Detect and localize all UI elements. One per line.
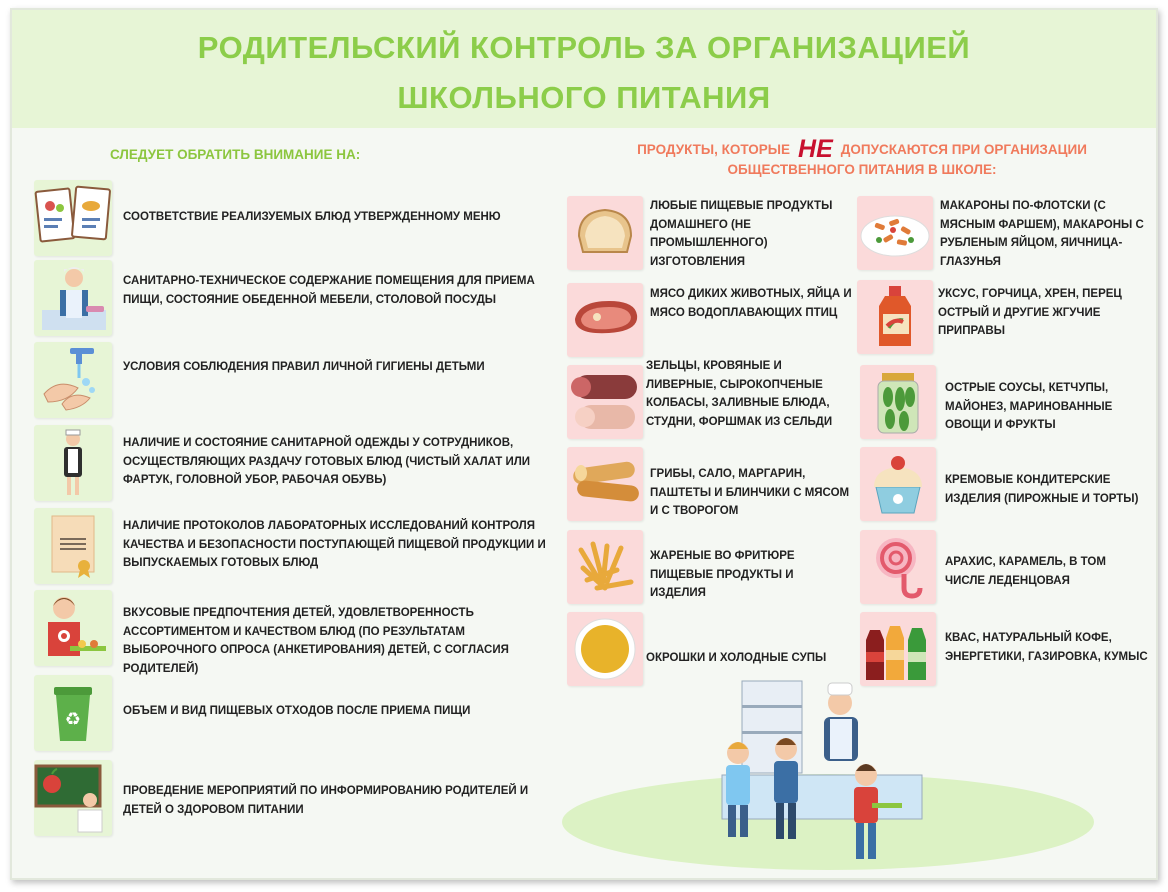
left-item-7: ОБЪЕМ И ВИД ПИЩЕВЫХ ОТХОДОВ ПОСЛЕ ПРИЕМА ПИЩИ: [123, 705, 471, 717]
pasta-plate-icon: [857, 196, 933, 270]
right-column-heading: [572, 136, 1152, 180]
cleaning-worker-icon: [34, 260, 112, 336]
sandwich-icon: [567, 196, 643, 270]
right-col2-item-6: КВАС, НАТУРАЛЬНЫЙ КОФЕ, ЭНЕРГЕТИКИ, ГАЗИРОВКА, КУМЫС: [945, 632, 1148, 663]
right-col2-item-4: КРЕМОВЫЕ КОНДИТЕРСКИЕ ИЗДЕЛИЯ (ПИРОЖНЫЕ И ТОРТЫ): [945, 474, 1139, 505]
left-item-3: УСЛОВИЯ СОБЛЮДЕНИЯ ПРАВИЛ ЛИЧНОЙ ГИГИЕНЫ ДЕТЬМИ: [123, 361, 485, 373]
svg-text:♻: ♻: [64, 709, 82, 730]
cupcake-icon: [860, 447, 936, 521]
sausage-icon: [567, 365, 643, 439]
left-item-6: ВКУСОВЫЕ ПРЕДПОЧТЕНИЯ ДЕТЕЙ, УДОВЛЕТВОРЕННОСТЬ АССОРТИМЕНТОМ И КАЧЕСТВОМ БЛЮД (ПО РЕЗУЛЬТАТАМ ВЫБОРОЧНОГО ОПРОСА (АНКЕТИРОВАНИЯ) ДЕТЕЙ, С СОГЛАСИЯ РОДИТЕЛЕЙ): [123, 607, 509, 675]
left-item-2: САНИТАРНО-ТЕХНИЧЕСКОЕ СОДЕРЖАНИЕ ПОМЕЩЕНИЯ ДЛЯ ПРИЕМА ПИЩИ, СОСТОЯНИЕ ОБЕДЕННОЙ МЕБЕЛИ, СТОЛОВОЙ ПОСУДЫ: [123, 275, 535, 306]
title-line-2: ШКОЛЬНОГО ПИТАНИЯ: [397, 80, 771, 115]
left-item-5: НАЛИЧИЕ ПРОТОКОЛОВ ЛАБОРАТОРНЫХ ИССЛЕДОВАНИЙ КОНТРОЛЯ КАЧЕСТВА И БЕЗОПАСНОСТИ ПОСТУПАЮЩЕЙ ПИЩЕВОЙ ПРОДУКЦИИ И ВЫПУСКАЕМЫХ ГОТОВЫХ БЛЮД: [123, 520, 546, 569]
soup-bowl-icon: [567, 612, 643, 686]
lollipop-icon: [860, 530, 936, 604]
heading-after: ДОПУСКАЮТСЯ ПРИ ОРГАНИЗАЦИИ: [840, 142, 1087, 157]
steak-icon: [567, 283, 643, 357]
right-col2-item-5: АРАХИС, КАРАМЕЛЬ, В ТОМ ЧИСЛЕ ЛЕДЕНЦОВАЯ: [945, 556, 1106, 587]
menu-board-icon: [34, 180, 112, 256]
recycle-bin-icon: [34, 675, 112, 751]
child-with-tray-icon: [34, 590, 112, 666]
hot-sauce-bottle-icon: [857, 280, 933, 354]
right-col1-item-4: ГРИБЫ, САЛО, МАРГАРИН, ПАШТЕТЫ И БЛИНЧИКИ С МЯСОМ И С ТВОРОГОМ: [650, 468, 850, 517]
right-col2-item-2: УКСУС, ГОРЧИЦА, ХРЕН, ПЕРЕЦ ОСТРЫЙ И ДРУГИЕ ЖГУЧИЕ ПРИПРАВЫ: [938, 288, 1122, 337]
title-line-1: РОДИТЕЛЬСКИЙ КОНТРОЛЬ ЗА ОРГАНИЗАЦИЕЙ: [197, 30, 971, 65]
french-fries-icon: [567, 530, 643, 604]
teacher-blackboard-icon: [34, 760, 112, 836]
cafeteria-scene-illustration: [702, 675, 932, 871]
heading-line-2: ОБЩЕСТВЕННОГО ПИТАНИЯ В ШКОЛЕ:: [727, 162, 997, 177]
right-col2-item-3: ОСТРЫЕ СОУСЫ, КЕТЧУПЫ, МАЙОНЕЗ, МАРИНОВАННЫЕ ОВОЩИ И ФРУКТЫ: [945, 382, 1113, 431]
poster: [10, 8, 1158, 880]
right-col1-item-6: ОКРОШКИ И ХОЛОДНЫЕ СУПЫ: [646, 652, 827, 664]
right-col1-item-1: ЛЮБЫЕ ПИЩЕВЫЕ ПРОДУКТЫ ДОМАШНЕГО (НЕ ПРОМЫШЛЕННОГО) ИЗГОТОВЛЕНИЯ: [650, 200, 833, 268]
hand-washing-icon: [34, 342, 112, 418]
left-item-1: СООТВЕТСТВИЕ РЕАЛИЗУЕМЫХ БЛЮД УТВЕРЖДЕННОМУ МЕНЮ: [123, 211, 501, 223]
right-col1-item-3: ЗЕЛЬЦЫ, КРОВЯНЫЕ И ЛИВЕРНЫЕ, СЫРОКОПЧЕНЫЕ КОЛБАСЫ, ЗАЛИВНЫЕ БЛЮДА, СТУДНИ, ФОРШМАК ИЗ СЕЛЬДИ: [646, 360, 833, 428]
certificate-icon: [34, 508, 112, 584]
right-col2-item-1: МАКАРОНЫ ПО-ФЛОТСКИ (С МЯСНЫМ ФАРШЕМ), МАКАРОНЫ С РУБЛЕНЫМ ЯЙЦОМ, ЯИЧНИЦА-ГЛАЗУНЬЯ: [940, 200, 1144, 268]
left-column-heading: СЛЕДУЕТ ОБРАТИТЬ ВНИМАНИЕ НА:: [110, 147, 361, 162]
pancake-rolls-icon: [567, 447, 643, 521]
uniform-worker-icon: [34, 425, 112, 501]
pickle-jar-icon: [860, 365, 936, 439]
right-col1-item-5: ЖАРЕНЫЕ ВО ФРИТЮРЕ ПИЩЕВЫЕ ПРОДУКТЫ И ИЗДЕЛИЯ: [650, 550, 795, 599]
right-col1-item-2: МЯСО ДИКИХ ЖИВОТНЫХ, ЯЙЦА И МЯСО ВОДОПЛАВАЮЩИХ ПТИЦ: [650, 288, 852, 319]
left-item-8: ПРОВЕДЕНИЕ МЕРОПРИЯТИЙ ПО ИНФОРМИРОВАНИЮ РОДИТЕЛЕЙ И ДЕТЕЙ О ЗДОРОВОМ ПИТАНИИ: [123, 785, 529, 816]
left-item-4: НАЛИЧИЕ И СОСТОЯНИЕ САНИТАРНОЙ ОДЕЖДЫ У СОТРУДНИКОВ, ОСУЩЕСТВЛЯЮЩИХ РАЗДАЧУ ГОТОВЫХ БЛЮД (ЧИСТЫЙ ХАЛАТ ИЛИ ФАРТУК, ГОЛОВНОЙ УБОР, РАБОЧАЯ ОБУВЬ): [123, 437, 531, 486]
header-banner: [12, 10, 1156, 128]
heading-before: ПРОДУКТЫ, КОТОРЫЕ: [637, 142, 791, 157]
heading-ne: НЕ: [798, 135, 833, 163]
